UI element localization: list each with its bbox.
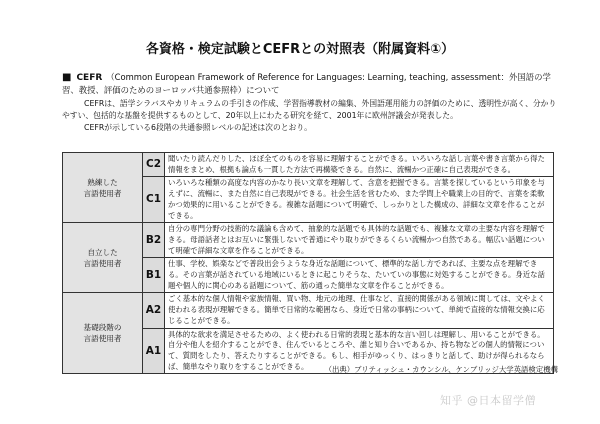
level-a2-description: ごく基本的な個人情報や家族情報、買い物、地元の地理、仕事など、直接的関係がある領域に関しては、文やよく使われる表現が理解できる。簡単で日常的な範囲なら、身近で日常の事柄について、単純で直接的な情報交換に応じることができる。 [165, 293, 554, 328]
level-c2: C2 [143, 153, 165, 177]
page-title: 各資格・検定試験とCEFRとの対照表（附属資料①） [145, 42, 455, 57]
level-b2-description: 自分の専門分野の技術的な議論も含めて、抽象的な話題でも具体的な話題でも、複雑な文章の主要な内容を理解できる。母語話者とはお互いに緊張しないで普通にやり取りができるくらい流暢かつ自然である。幅広い話題について明確で詳細な文章を作ることができる。 [165, 223, 554, 258]
source-citation: （出典）ブリティッシュ・カウンシル、ケンブリッジ大学英語検定機構 [324, 365, 558, 374]
level-a2: A2 [143, 293, 165, 328]
level-b1-description: 仕事、学校、娯楽などで普段出会うような身近な話題について、標準的な話し方であれば、主要な点を理解できる。その言葉が話されている地域にいるときに起こりそうな、たいていの事態に対処することができる。身近な話題や個人的に関心のある話題について、筋の通った簡単な文章を作ることができる。 [165, 258, 554, 293]
level-b2: B2 [143, 223, 165, 258]
intro-text [62, 98, 558, 134]
level-a1: A1 [143, 328, 165, 374]
group-label: 熟練した 言語使用者 [83, 177, 122, 198]
level-c2-description: 聞いたり読んだりした、ほぼ全てのものを容易に理解することができる。いろいろな話し言葉や書き言葉から得た情報をまとめ、根拠も論点も一貫した方法で再構築できる。自然に、流暢かつ正確に自己表現ができる。 [165, 153, 554, 177]
group-independent-user [63, 223, 143, 293]
table-row [63, 223, 554, 258]
square-bullet-icon: ■ [62, 72, 72, 83]
watermark: 知乎 @日本留学僧 [440, 394, 536, 407]
level-c1: C1 [143, 177, 165, 223]
section-heading-term: CEFR [76, 73, 103, 83]
section-heading [62, 71, 562, 96]
section-heading-text: （Common European Framework of Reference for Languages: Learning, teaching, assessment：外国語の学習、教授、評価のためのヨーロッパ共通参照枠）について [62, 72, 551, 95]
group-label: 自立した 言語使用者 [83, 247, 122, 268]
level-c1-description: いろいろな種類の高度な内容のかなり長い文章を理解して、含意を把握できる。言葉を探しているという印象を与えずに、流暢に、また自然に自己表現ができる。社会生活を営むため、また学問上や職業上の目的で、言葉を柔軟かつ効果的に用いることができる。複雑な話題について明確で、しっかりとした構成の、詳細な文章を作ることができる。 [165, 177, 554, 223]
group-label: 基礎段階の 言語使用者 [83, 323, 122, 344]
level-b1: B1 [143, 258, 165, 293]
cefr-levels-table [62, 152, 554, 374]
table-row [63, 293, 554, 328]
group-basic-user [63, 293, 143, 374]
level-a1-description: 具体的な欲求を満足させるための、よく使われる日常的表現と基本的な言い回しは理解し、用いることができる。自分や他人を紹介することができ、住んでいるところや、誰と知り合いであるか、持ち物などの個人的情報について、質問をしたり、答えたりすることができる。もし、相手がゆっくり、はっきりと話して、助けが得られるならば、簡単なやり取りをすることができる。 [165, 328, 554, 374]
intro-paragraph-2: CEFRが示している6段階の共通参照レベルの記述は次のとおり。 [84, 123, 312, 133]
table-row [63, 153, 554, 177]
group-proficient-user [63, 153, 143, 223]
intro-paragraph-1: CEFRは、語学シラバスやカリキュラムの手引きの作成、学習指導教材の編集、外国語運用能力の評価のために、透明性が高く、分かりやすい、包括的な基盤を提供するものとして、20年以上にわたる研究を経て、2001年に欧州評議会が発表した。 [62, 99, 557, 120]
